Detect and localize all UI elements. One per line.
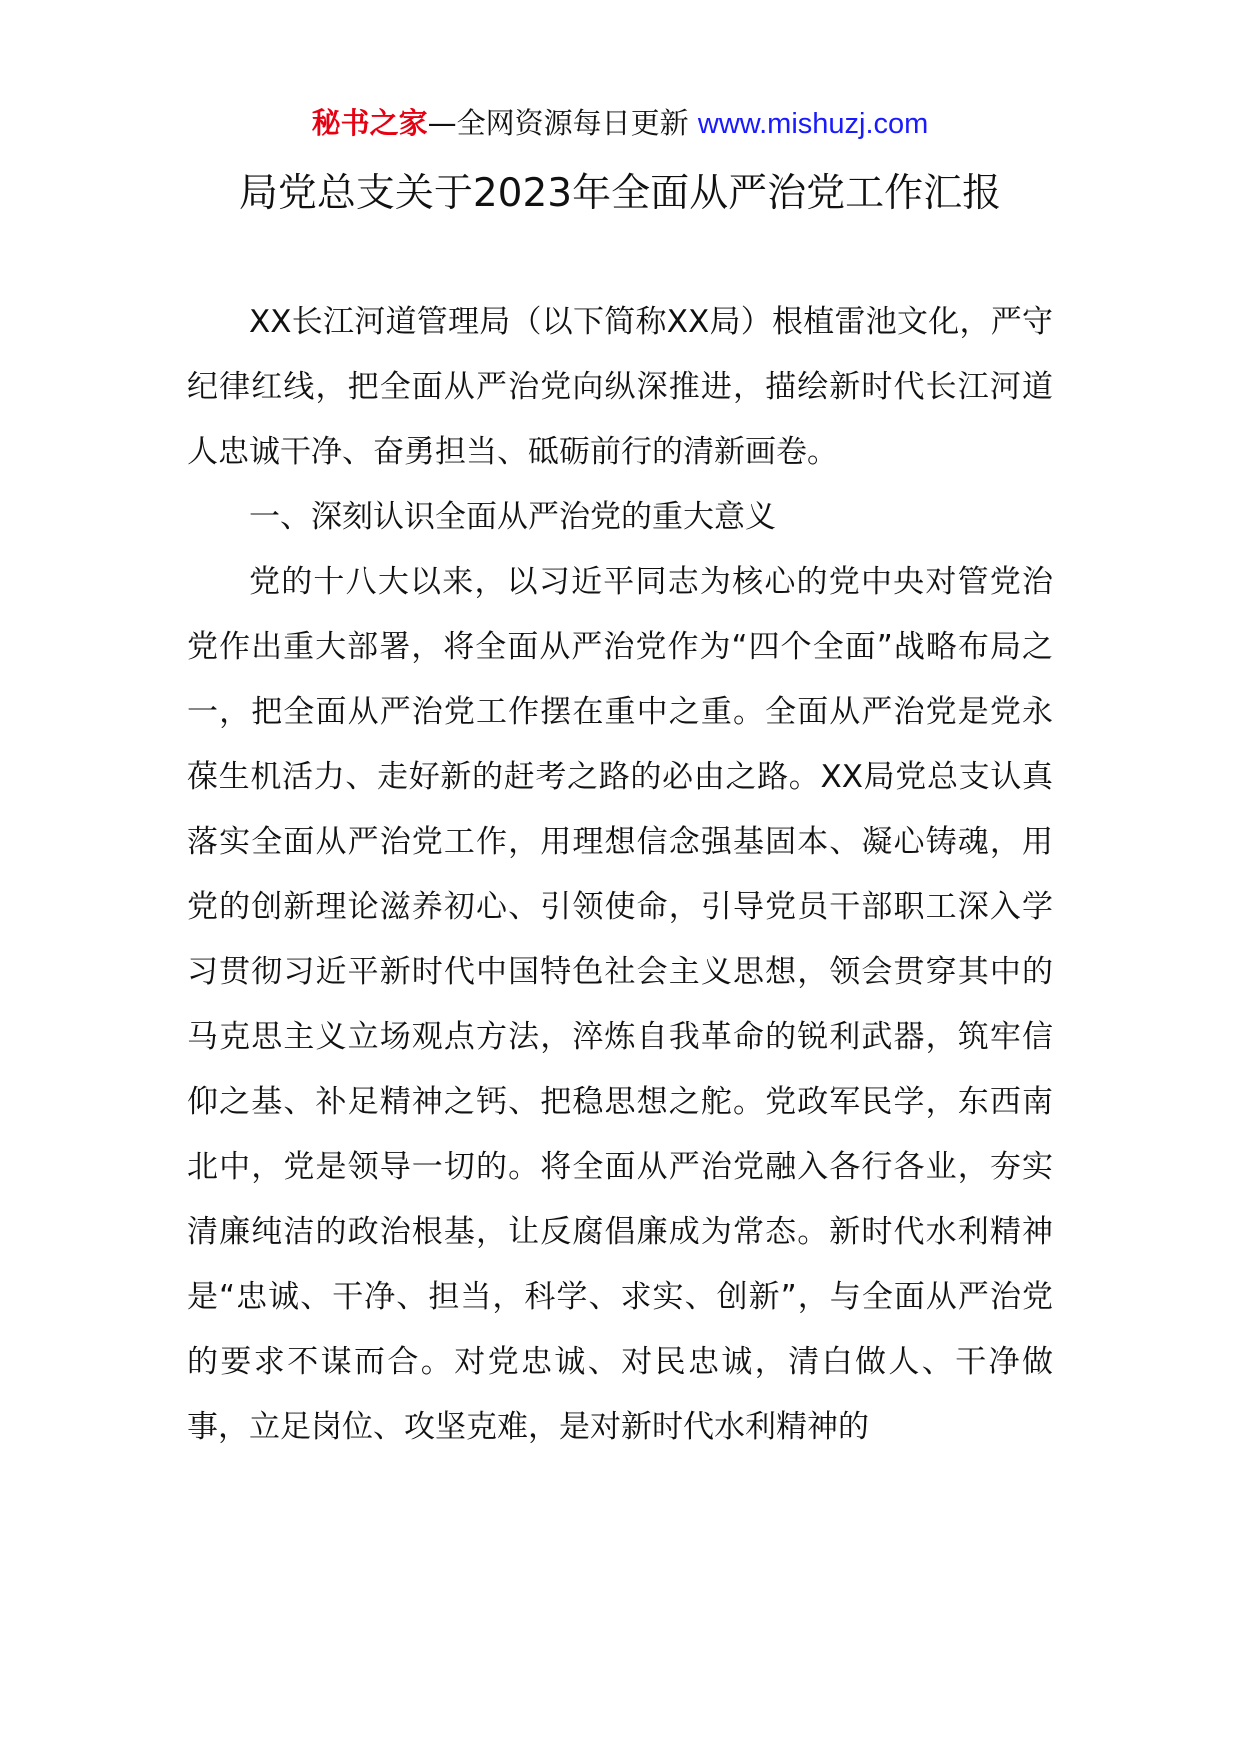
site-url-link[interactable]: www.mishuzj.com xyxy=(697,108,929,140)
header-banner xyxy=(0,103,1240,144)
document-title: 局党总支关于2023年全面从严治党工作汇报 xyxy=(238,171,1002,216)
section-heading: 一、深刻认识全面从严治党的重大意义 xyxy=(249,499,776,535)
intro-paragraph: XX长江河道管理局（以下简称XX局）根植雷池文化，严守纪律红线，把全面从严治党向纵深推进，描绘新时代长江河道人忠诚干净、奋勇担当、砥砺前行的清新画卷。 xyxy=(187,304,1053,470)
header-tagline: —全网资源每日更新 xyxy=(427,106,698,140)
document-body xyxy=(187,290,1053,1460)
site-name: 秘书之家 xyxy=(311,106,428,140)
section-paragraph: 党的十八大以来，以习近平同志为核心的党中央对管党治党作出重大部署，将全面从严治党作为“四个全面”战略布局之一，把全面从严治党工作摆在重中之重。全面从严治党是党永葆生机活力、走好新的赶考之路的必由之路。XX局党总支认真落实全面从严治党工作，用理想信念强基固本、凝心铸魂，用党的创新理论滋养初心、引领使命，引导党员干部职工深入学习贯彻习近平新时代中国特色社会主义思想，领会贯穿其中的马克思主义立场观点方法，淬炼自我革命的锐利武器，筑牢信仰之基、补足精神之钙、把稳思想之舵。党政军民学，东西南北中，党是领导一切的。将全面从严治党融入各行各业，夯实清廉纯洁的政治根基，让反腐倡廉成为常态。新时代水利精神是“忠诚、干净、担当，科学、求实、创新”，与全面从严治党的要求不谋而合。对党忠诚、对民忠诚，清白做人、干净做事，立足岗位、攻坚克难，是对新时代水利精神的 xyxy=(187,564,1053,1445)
